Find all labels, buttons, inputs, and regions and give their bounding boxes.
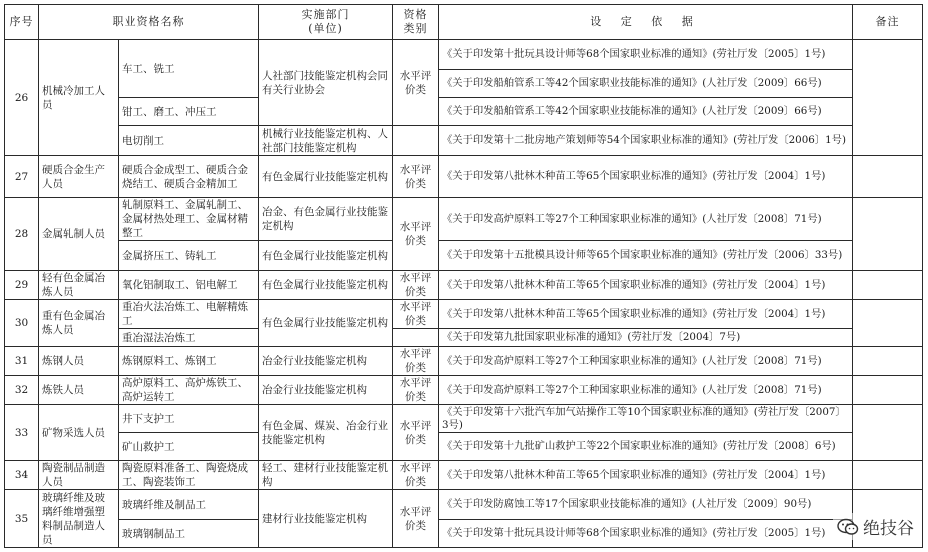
row-basis: 《关于印发第十批玩具设计师等68个国家职业标准的通知》(劳社厅发〔2005〕1号) <box>439 520 853 548</box>
row-dept: 冶金行业技能鉴定机构 <box>259 347 393 376</box>
row-dept: 有色金属行业技能鉴定机构 <box>259 271 393 300</box>
table-row <box>5 156 923 198</box>
header-category <box>393 5 439 40</box>
row-dept: 轻工、建材行业技能鉴定机构 <box>259 461 393 490</box>
row-note <box>853 300 923 347</box>
row-name: 硬质合金生产人员 <box>39 156 119 198</box>
row-job: 重冶湿法冶炼工 <box>119 329 259 347</box>
row-basis: 《关于印发第八批林木种苗工等65个国家职业标准的通知》(劳社厅发〔2004〕1号) <box>439 461 853 490</box>
row-note <box>853 156 923 198</box>
table-row <box>5 347 923 376</box>
row-name: 陶瓷制品制造人员 <box>39 461 119 490</box>
row-name: 机械冷加工人员 <box>39 40 119 156</box>
row-basis: 《关于印发第九批国家职业标准的通知》(劳社厅发〔2004〕7号) <box>439 329 853 347</box>
row-basis: 《关于印发高炉原料工等27个工种国家职业标准的通知》(人社厅发〔2008〕71号) <box>439 198 853 241</box>
header-row <box>5 5 923 40</box>
row-job: 重冶火法冶炼工、电解精炼工 <box>119 300 259 329</box>
row-basis: 《关于印发第八批林木种苗工等65个国家职业标准的通知》(劳社厅发〔2004〕1号) <box>439 156 853 198</box>
row-dept: 人社部门技能鉴定机构会同有关行业协会 <box>259 40 393 126</box>
row-category-empty <box>393 126 439 156</box>
row-category: 水平评价类 <box>393 198 439 271</box>
table-row <box>5 376 923 405</box>
header-dept-line2: (单位) <box>308 22 343 35</box>
row-job: 高炉原料工、高炉炼铁工、高炉运转工 <box>119 376 259 405</box>
watermark <box>833 513 918 540</box>
row-job: 井下支护工 <box>119 405 259 433</box>
row-note <box>853 40 923 156</box>
row-basis: 《关于印发第八批林木种苗工等65个国家职业标准的通知》(劳社厅发〔2004〕1号) <box>439 300 853 329</box>
header-dept <box>259 5 393 40</box>
row-no: 26 <box>5 40 39 156</box>
row-basis: 《关于印发船舶管系工等42个国家职业技能标准的通知》(人社厅发〔2009〕66号) <box>439 98 853 126</box>
table-row <box>5 520 923 548</box>
row-no: 35 <box>5 490 39 548</box>
table-row <box>5 433 923 461</box>
row-job: 玻璃纤维及制品工 <box>119 490 259 520</box>
row-basis: 《关于印发第八批林木种苗工等65个国家职业标准的通知》(劳社厅发〔2004〕1号) <box>439 271 853 300</box>
row-dept: 冶金行业技能鉴定机构 <box>259 376 393 405</box>
row-job: 车工、铣工 <box>119 40 259 98</box>
table-row <box>5 126 923 156</box>
table-row <box>5 300 923 329</box>
table-row <box>5 98 923 126</box>
row-name: 炼钢人员 <box>39 347 119 376</box>
row-job: 电切削工 <box>119 126 259 156</box>
row-note <box>853 405 923 461</box>
row-no: 28 <box>5 198 39 271</box>
row-basis: 《关于印发第十二批房地产策划师等54个国家职业标准的通知》(劳社厅发〔2006〕1号) <box>439 126 853 156</box>
row-job: 陶瓷原料准备工、陶瓷烧成工、陶瓷装饰工 <box>119 461 259 490</box>
row-no: 33 <box>5 405 39 461</box>
table-row <box>5 198 923 241</box>
row-note <box>853 198 923 271</box>
row-note <box>853 461 923 490</box>
row-basis: 《关于印发船舶管系工等42个国家职业技能标准的通知》(人社厅发〔2009〕66号) <box>439 70 853 98</box>
row-name: 炼铁人员 <box>39 376 119 405</box>
row-category: 水平评价类 <box>393 347 439 376</box>
header-cat-line2: 类别 <box>403 22 428 35</box>
row-note <box>853 376 923 405</box>
row-category: 水平评价类 <box>393 40 439 126</box>
wechat-bubble-icon <box>837 518 859 536</box>
header-name: 职业资格名称 <box>39 5 259 40</box>
row-category-empty <box>393 329 439 347</box>
row-basis: 《关于印发第十六批汽车加气站操作工等10个国家职业标准的通知》(劳社厅发〔2007〕3号) <box>439 405 853 433</box>
row-job: 矿山救护工 <box>119 433 259 461</box>
row-category: 水平评价类 <box>393 271 439 300</box>
row-note <box>853 271 923 300</box>
row-basis: 《关于印发高炉原料工等27个工种国家职业标准的通知》(人社厅发〔2008〕71号) <box>439 347 853 376</box>
row-no: 32 <box>5 376 39 405</box>
row-job: 钳工、磨工、冲压工 <box>119 98 259 126</box>
row-category: 水平评价类 <box>393 461 439 490</box>
row-basis: 《关于印发第十九批矿山救护工等22个国家职业标准的通知》(劳社厅发〔2008〕6号) <box>439 433 853 461</box>
row-basis: 《关于印发高炉原料工等27个工种国家职业标准的通知》(人社厅发〔2008〕71号) <box>439 376 853 405</box>
row-basis: 《关于印发第十批玩具设计师等68个国家职业标准的通知》(劳社厅发〔2005〕1号) <box>439 40 853 70</box>
table-row <box>5 40 923 70</box>
table-row <box>5 405 923 433</box>
header-cat-line1: 资格 <box>403 8 428 21</box>
row-job: 玻璃钢制品工 <box>119 520 259 548</box>
row-name: 重有色金属冶炼人员 <box>39 300 119 347</box>
row-dept: 冶金、有色金属行业技能鉴定机构 <box>259 198 393 241</box>
row-job: 炼钢原料工、炼钢工 <box>119 347 259 376</box>
table-row <box>5 461 923 490</box>
row-no: 30 <box>5 300 39 347</box>
row-job: 氧化铝制取工、铝电解工 <box>119 271 259 300</box>
row-job: 轧制原料工、金属轧制工、金属材热处理工、金属材精整工 <box>119 198 259 241</box>
row-category: 水平评价类 <box>393 156 439 198</box>
row-dept: 有色金属行业技能鉴定机构 <box>259 156 393 198</box>
header-dept-line1: 实施部门 <box>301 8 350 21</box>
row-name: 金属轧制人员 <box>39 198 119 271</box>
row-dept: 机械行业技能鉴定机构、人社部门技能鉴定机构 <box>259 126 393 156</box>
row-name: 矿物采选人员 <box>39 405 119 461</box>
table-row <box>5 490 923 520</box>
row-basis: 《关于印发第十五批模具设计师等65个国家职业标准的通知》(劳社厅发〔2006〕33号) <box>439 241 853 271</box>
row-dept: 建材行业技能鉴定机构 <box>259 490 393 548</box>
row-category: 水平评价类 <box>393 405 439 461</box>
row-no: 29 <box>5 271 39 300</box>
row-basis: 《关于印发防腐蚀工等17个国家职业技能标准的通知》(人社厅发〔2009〕90号) <box>439 490 853 520</box>
row-dept: 有色金属行业技能鉴定机构 <box>259 300 393 347</box>
row-no: 34 <box>5 461 39 490</box>
row-no: 31 <box>5 347 39 376</box>
row-note <box>853 347 923 376</box>
row-category: 水平评价类 <box>393 300 439 329</box>
watermark-text: 绝技谷 <box>863 519 914 539</box>
row-job: 金属挤压工、铸轧工 <box>119 241 259 271</box>
table-row <box>5 329 923 347</box>
row-dept: 有色金属、煤炭、冶金行业技能鉴定机构 <box>259 405 393 461</box>
header-no: 序号 <box>5 5 39 40</box>
row-no: 27 <box>5 156 39 198</box>
table-row <box>5 271 923 300</box>
row-dept: 有色金属行业技能鉴定机构 <box>259 241 393 271</box>
header-basis: 设 定 依 据 <box>439 5 853 40</box>
row-name: 玻璃纤维及玻璃纤维增强塑料制品制造人员 <box>39 490 119 548</box>
row-name: 轻有色金属冶炼人员 <box>39 271 119 300</box>
row-category: 水平评价类 <box>393 490 439 548</box>
qualification-table <box>4 4 923 548</box>
row-job: 硬质合金成型工、硬质合金烧结工、硬质合金精加工 <box>119 156 259 198</box>
row-category: 水平评价类 <box>393 376 439 405</box>
header-note: 备注 <box>853 5 923 40</box>
table-row <box>5 241 923 271</box>
